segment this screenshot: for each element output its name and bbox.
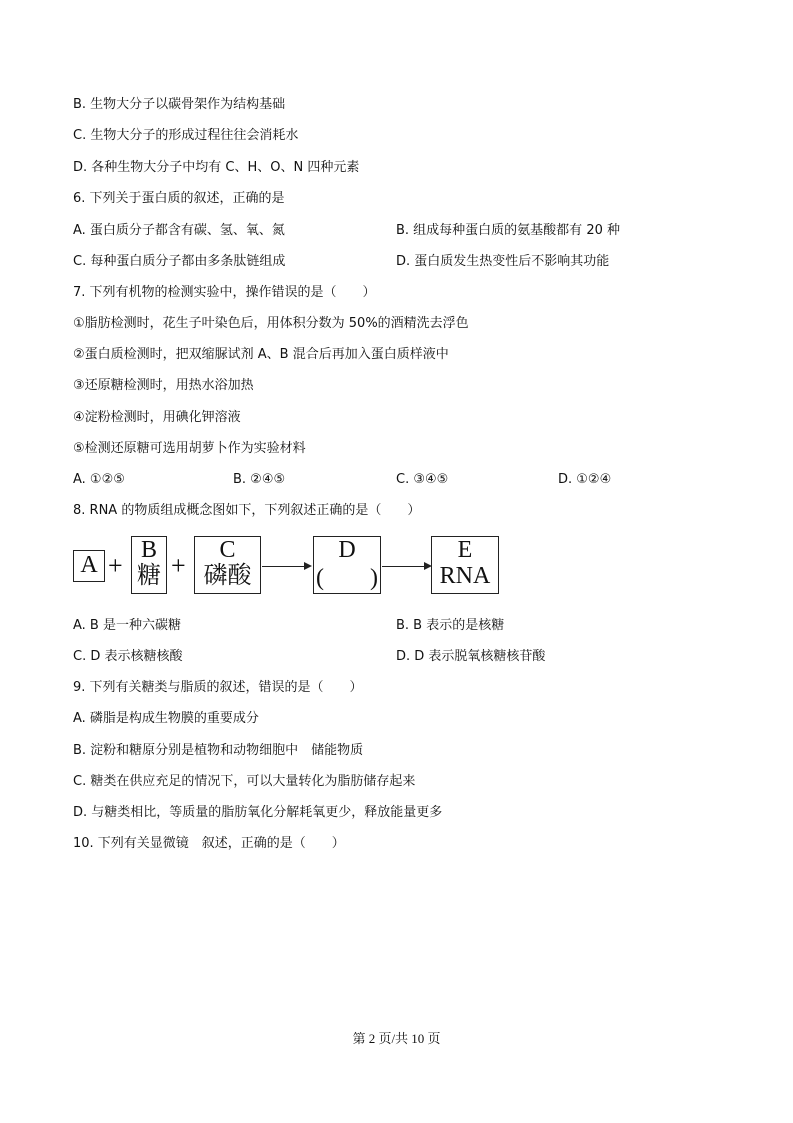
- diagram-box-c-label: C: [219, 537, 236, 563]
- option-q9-b: B. 淀粉和糖原分别是植物和动物细胞中 储能物质: [73, 743, 364, 758]
- option-q7-d: D. ①②④: [558, 472, 612, 487]
- option-q8-c: C. D 表示核糖核酸: [73, 649, 183, 664]
- option-q8-d: D. D 表示脱氧核糖核苷酸: [396, 649, 546, 664]
- question-9: 9. 下列有关糖类与脂质的叙述，错误的是（ ）: [73, 680, 363, 695]
- option-q8-b: B. B 表示的是核糖: [396, 618, 505, 633]
- diagram-box-d-label: D: [338, 537, 356, 563]
- q7-statement-5: ⑤检测还原糖可选用胡萝卜作为实验材料: [73, 441, 306, 456]
- diagram-box-b-label: B: [140, 537, 157, 563]
- diagram-box-a: [73, 550, 105, 582]
- diagram-box-e-label: E: [457, 537, 473, 563]
- diagram-plus-2: +: [171, 551, 186, 580]
- diagram-plus-1: +: [108, 551, 123, 580]
- diagram-box-c: [194, 536, 261, 594]
- option-q6-b: B. 组成每种蛋白质的氨基酸都有 20 种: [396, 223, 620, 238]
- option-q9-a: A. 磷脂是构成生物膜的重要成分: [73, 711, 259, 726]
- diagram-box-d-paren-open: (: [316, 565, 324, 591]
- option-q6-d: D. 蛋白质发生热变性后不影响其功能: [396, 254, 610, 269]
- option-q7-a: A. ①②⑤: [73, 472, 125, 487]
- question-6: 6. 下列关于蛋白质的叙述，正确的是: [73, 191, 285, 206]
- rna-concept-diagram: [73, 535, 503, 597]
- q7-statement-3: ③还原糖检测时，用热水浴加热: [73, 378, 254, 393]
- option-q7-b: B. ②④⑤: [233, 472, 286, 487]
- diagram-box-b-sugar: 糖: [137, 563, 161, 589]
- diagram-arrow-2: [382, 566, 430, 567]
- question-10: 10. 下列有关显微镜 叙述，正确的是（ ）: [73, 836, 345, 851]
- option-q6-a: A. 蛋白质分子都含有碳、氢、氧、氮: [73, 223, 285, 238]
- page-number-footer: 第 2 页/共 10 页: [352, 1031, 441, 1046]
- question-8: 8. RNA 的物质组成概念图如下，下列叙述正确的是（ ）: [73, 503, 421, 518]
- diagram-box-e: [431, 536, 499, 594]
- diagram-box-b: [131, 536, 167, 594]
- diagram-box-d-paren-close: ): [370, 565, 378, 591]
- option-q9-c: C. 糖类在供应充足的情况下，可以大量转化为脂肪储存起来: [73, 774, 416, 789]
- diagram-box-e-rna: RNA: [439, 563, 491, 589]
- option-q5-b: B. 生物大分子以碳骨架作为结构基础: [73, 97, 286, 112]
- q7-statement-1: ①脂肪检测时，花生子叶染色后，用体积分数为 50%的酒精洗去浮色: [73, 316, 469, 331]
- diagram-box-a-label: A: [80, 552, 98, 578]
- option-q9-d: D. 与糖类相比，等质量的脂肪氧化分解耗氧更少，释放能量更多: [73, 805, 443, 820]
- option-q5-c: C. 生物大分子的形成过程往往会消耗水: [73, 128, 299, 143]
- diagram-box-c-phosphate: 磷酸: [203, 563, 252, 589]
- option-q8-a: A. B 是一种六碳糖: [73, 618, 181, 633]
- option-q7-c: C. ③④⑤: [396, 472, 449, 487]
- option-q6-c: C. 每种蛋白质分子都由多条肽链组成: [73, 254, 286, 269]
- option-q5-d: D. 各种生物大分子中均有 C、H、O、N 四种元素: [73, 160, 360, 175]
- diagram-box-d: [313, 536, 381, 594]
- q7-statement-4: ④淀粉检测时，用碘化钾溶液: [73, 410, 241, 425]
- diagram-arrow-1: [262, 566, 310, 567]
- q7-statement-2: ②蛋白质检测时，把双缩脲试剂 A、B 混合后再加入蛋白质样液中: [73, 347, 449, 362]
- question-7: 7. 下列有机物的检测实验中，操作错误的是（ ）: [73, 285, 376, 300]
